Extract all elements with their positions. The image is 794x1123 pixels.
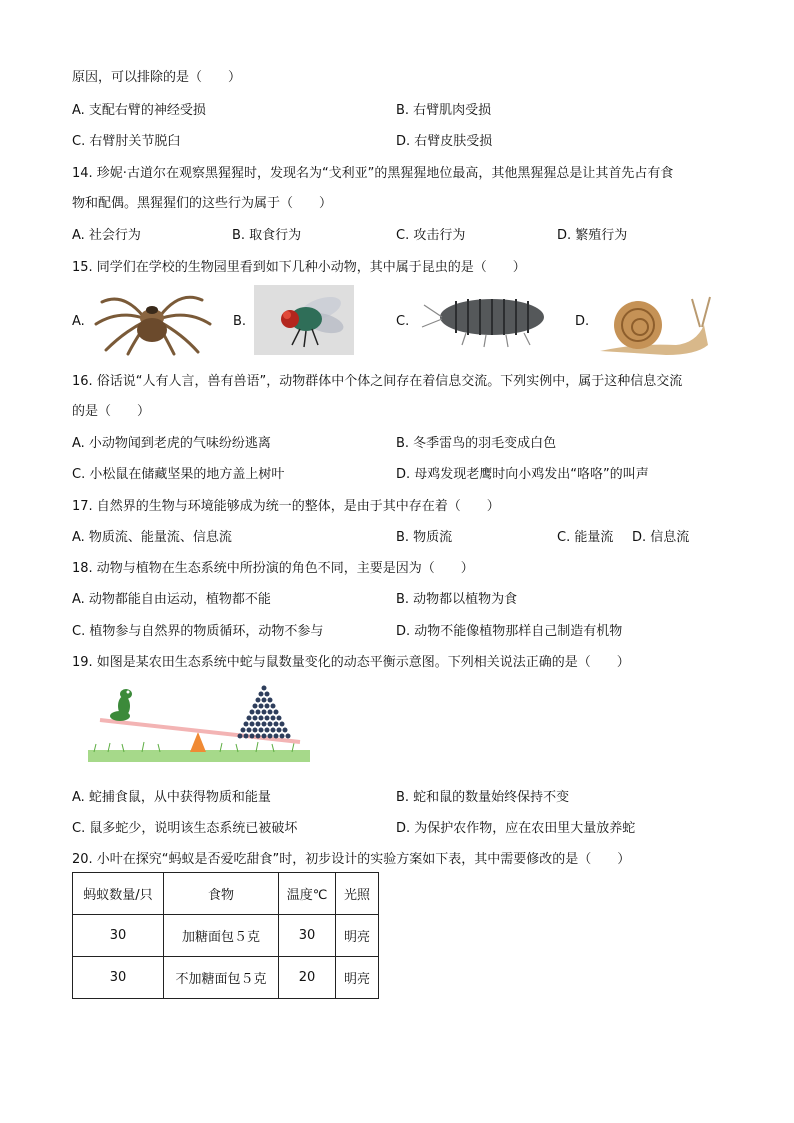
table-row xyxy=(73,957,379,999)
q13-option-c: C. 右臂肘关节脱臼 xyxy=(72,134,181,149)
q17-stem: 17. 自然界的生物与环境能够成为统一的整体，是由于其中存在着（ ） xyxy=(72,499,500,514)
fly-image xyxy=(254,285,354,355)
q13-stem: 原因，可以排除的是（ ） xyxy=(72,70,242,85)
q13-option-b: B. 右臂肌肉受损 xyxy=(396,103,492,118)
q16-option-a: A. 小动物闻到老虎的气味纷纷逃离 xyxy=(72,436,271,451)
experiment-table xyxy=(72,872,379,999)
snail-image xyxy=(596,285,720,359)
q19-option-b: B. 蛇和鼠的数量始终保持不变 xyxy=(396,790,570,805)
table-cell: 不加糖面包５克 xyxy=(164,957,279,999)
q15-label-a: A. xyxy=(72,314,85,329)
table-header-cell: 蚂蚁数量/只 xyxy=(73,873,164,915)
q14-stem-line2: 物和配偶。黑猩猩们的这些行为属于（ ） xyxy=(72,196,333,211)
q16-option-c: C. 小松鼠在储藏坚果的地方盖上树叶 xyxy=(72,467,285,482)
q19-option-c: C. 鼠多蛇少，说明该生态系统已被破坏 xyxy=(72,821,298,836)
q14-option-c: C. 攻击行为 xyxy=(396,228,466,243)
q15-label-d: D. xyxy=(575,314,590,329)
q19-option-a: A. 蛇捕食鼠，从中获得物质和能量 xyxy=(72,790,271,805)
q13-option-a: A. 支配右臂的神经受损 xyxy=(72,103,206,118)
q16-option-b: B. 冬季雷鸟的羽毛变成白色 xyxy=(396,436,557,451)
snake-mouse-seesaw-diagram xyxy=(88,680,310,768)
q18-option-a: A. 动物都能自由运动，植物都不能 xyxy=(72,592,271,607)
table-header-cell: 食物 xyxy=(164,873,279,915)
table-header-cell: 温度℃ xyxy=(279,873,336,915)
q18-option-c: C. 植物参与自然界的物质循环，动物不参与 xyxy=(72,624,324,639)
q18-option-b: B. 动物都以植物为食 xyxy=(396,592,518,607)
q14-option-d: D. 繁殖行为 xyxy=(557,228,628,243)
q17-option-d: D. 信息流 xyxy=(632,530,690,545)
q16-stem-line1: 16. 俗话说“人有人言，兽有兽语”，动物群体中个体之间存在着信息交流。下列实例中，属于这种信息交流 xyxy=(72,374,683,389)
table-header-cell: 光照 xyxy=(336,873,379,915)
table-cell: 明亮 xyxy=(336,915,379,957)
table-row xyxy=(73,915,379,957)
q19-option-d: D. 为保护农作物，应在农田里大量放养蛇 xyxy=(396,821,636,836)
q14-option-b: B. 取食行为 xyxy=(232,228,302,243)
table-cell: 20 xyxy=(279,957,336,999)
table-cell: 30 xyxy=(73,915,164,957)
spider-image xyxy=(88,280,218,356)
table-header-row xyxy=(73,873,379,915)
q14-stem-line1: 14. 珍妮·古道尔在观察黑猩猩时，发现名为“戈利亚”的黑猩猩地位最高，其他黑猩猩总是让其首先占有食 xyxy=(72,166,674,181)
q18-stem: 18. 动物与植物在生态系统中所扮演的角色不同，主要是因为（ ） xyxy=(72,561,474,576)
q18-option-d: D. 动物不能像植物那样自己制造有机物 xyxy=(396,624,623,639)
q17-option-c: C. 能量流 xyxy=(557,530,614,545)
q13-option-d: D. 右臂皮肤受损 xyxy=(396,134,493,149)
table-cell: 加糖面包５克 xyxy=(164,915,279,957)
table-cell: 30 xyxy=(279,915,336,957)
q15-stem: 15. 同学们在学校的生物园里看到如下几种小动物，其中属于昆虫的是（ ） xyxy=(72,260,526,275)
q15-label-c: C. xyxy=(396,314,410,329)
q16-stem-line2: 的是（ ） xyxy=(72,404,151,419)
q16-option-d: D. 母鸡发现老鹰时向小鸡发出“咯咯”的叫声 xyxy=(396,467,649,482)
woodlouse-image xyxy=(416,283,568,353)
q20-stem: 20. 小叶在探究“蚂蚁是否爱吃甜食”时，初步设计的实验方案如下表，其中需要修改的是（ ） xyxy=(72,852,631,867)
q15-label-b: B. xyxy=(233,314,247,329)
q14-option-a: A. 社会行为 xyxy=(72,228,141,243)
q17-option-a: A. 物质流、能量流、信息流 xyxy=(72,530,232,545)
q17-option-b: B. 物质流 xyxy=(396,530,453,545)
table-cell: 30 xyxy=(73,957,164,999)
table-cell: 明亮 xyxy=(336,957,379,999)
q19-stem: 19. 如图是某农田生态系统中蛇与鼠数量变化的动态平衡示意图。下列相关说法正确的是（ ） xyxy=(72,655,630,670)
